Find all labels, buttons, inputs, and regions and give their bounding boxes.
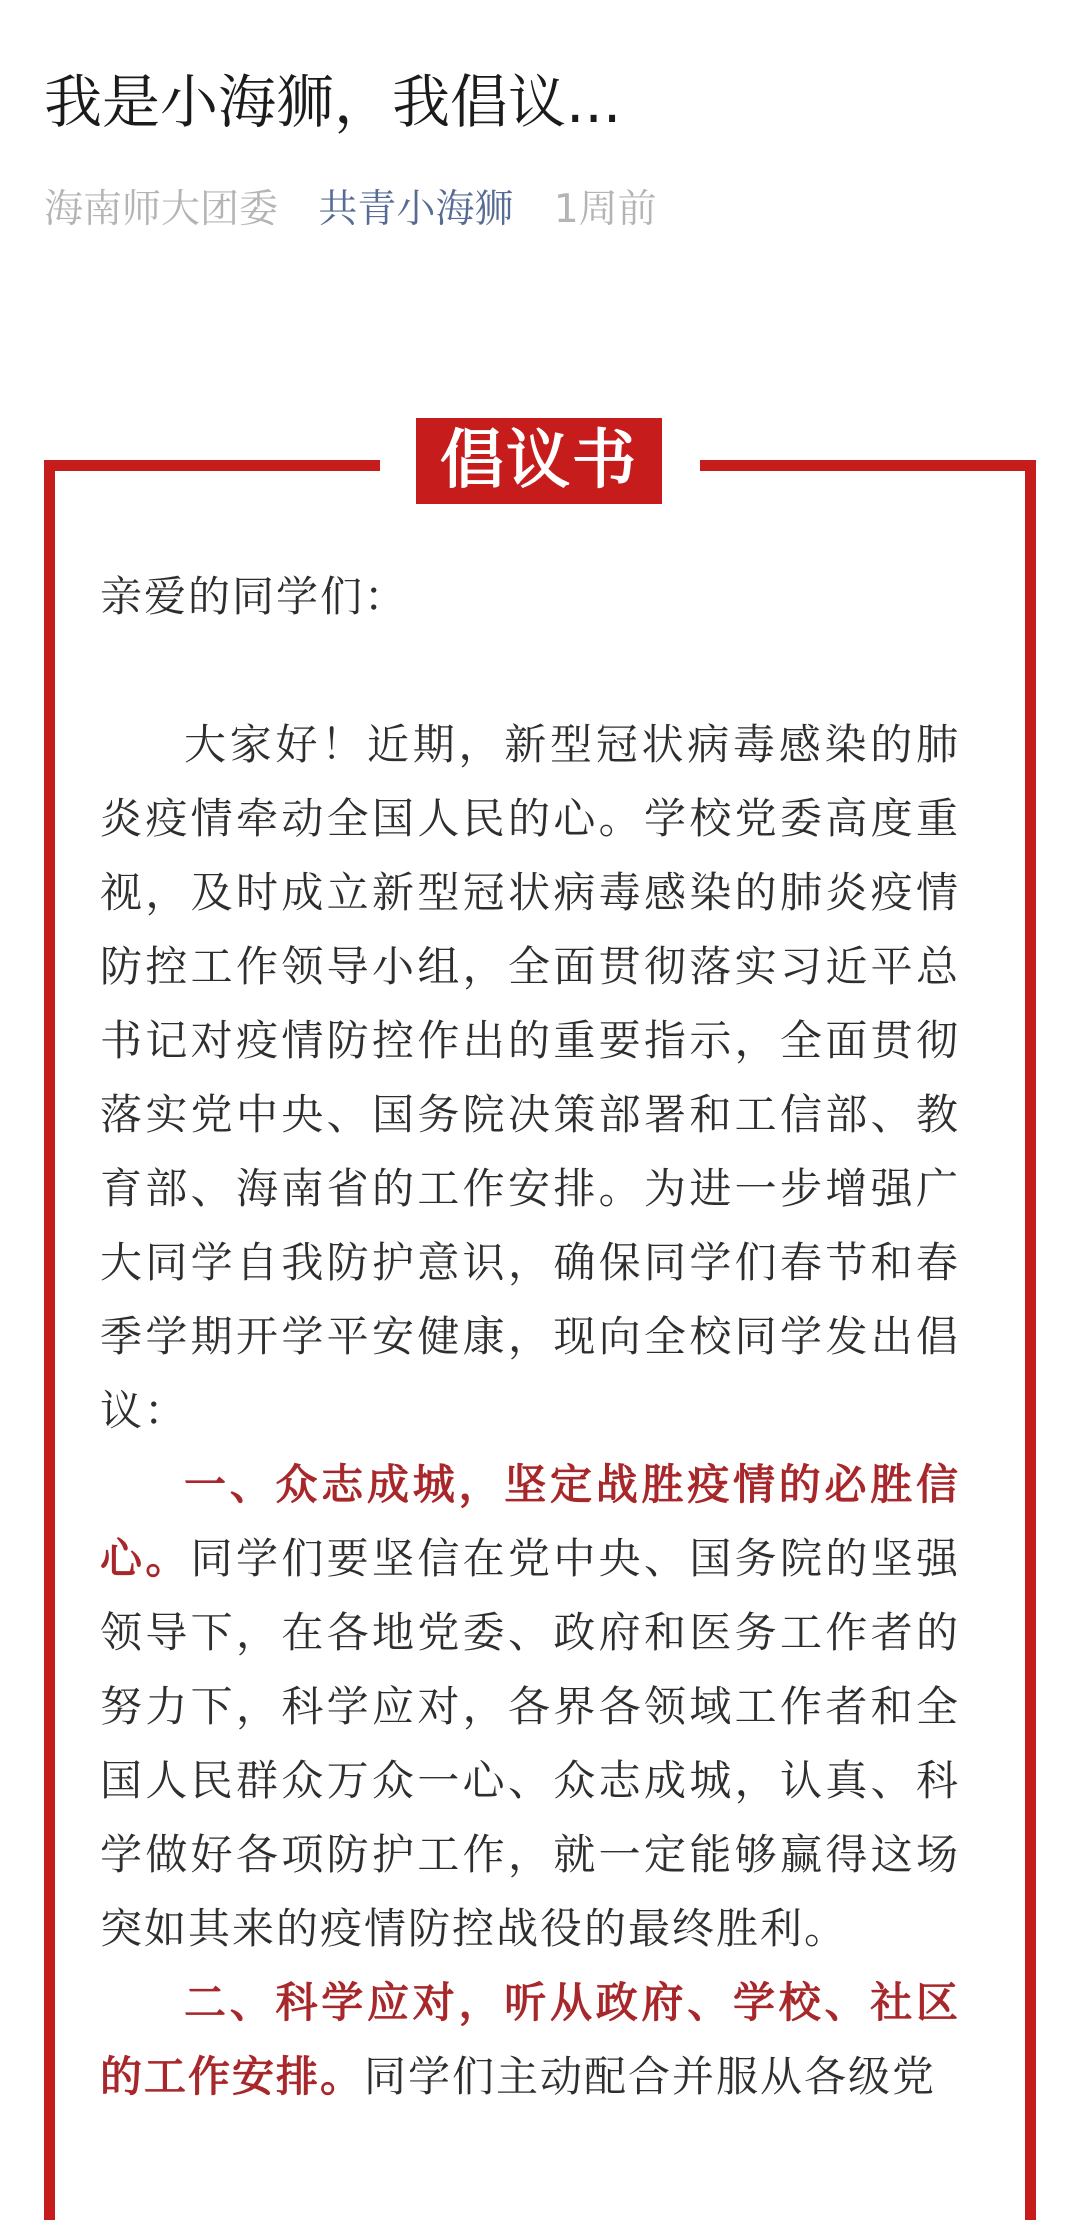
point-one-heading: 一、众志成城，坚定战胜疫情的必胜信心。 [100, 1460, 960, 1583]
paragraph-intro: 大家好！近期，新型冠状病毒感染的肺炎疫情牵动全国人民的心。学校党委高度重视，及时成立新型冠状病毒感染的肺炎疫情防控工作领导小组，全面贯彻落实习近平总书记对疫情防控作出的重要指示，全面贯彻落实党中央、国务院决策部署和工信部、教育部、海南省的工作安排。为进一步增强广大同学自我防护意识，确保同学们春节和春季学期开学平安健康，现向全校同学发出倡议： [100, 720, 960, 1435]
article-title: 我是小海狮，我倡议... [44, 68, 622, 136]
letter-greeting: 亲爱的同学们： [100, 572, 409, 621]
point-two-body: 同学们主动配合并服从各级党 [364, 2052, 937, 2101]
paragraph-point-two [100, 1966, 960, 2114]
point-one-body: 同学们要坚信在党中央、国务院的坚强领导下，在各地党委、政府和医务工作者的努力下，科学应对，各界各领域工作者和全国人民群众万众一心、众志成城，认真、科学做好各项防护工作，就一定能够赢得这场突如其来的疫情防控战役的最终胜利。 [100, 1534, 960, 1953]
author-org: 海南师大团委 [44, 187, 279, 232]
paragraph-point-one [100, 1448, 960, 1966]
account-link[interactable]: 共青小海狮 [318, 187, 514, 232]
letter-body [100, 560, 960, 2114]
proposal-badge: 倡议书 [416, 418, 662, 504]
frame-top-left-bar [44, 460, 380, 471]
point-two-heading: 二、科学应对，听从政府、学校、社区的工作安排。 [100, 1978, 960, 2101]
article-meta [44, 182, 1036, 238]
publish-time: 1周前 [553, 187, 657, 232]
article-header [44, 60, 1036, 238]
frame-top-right-bar [700, 460, 1036, 471]
